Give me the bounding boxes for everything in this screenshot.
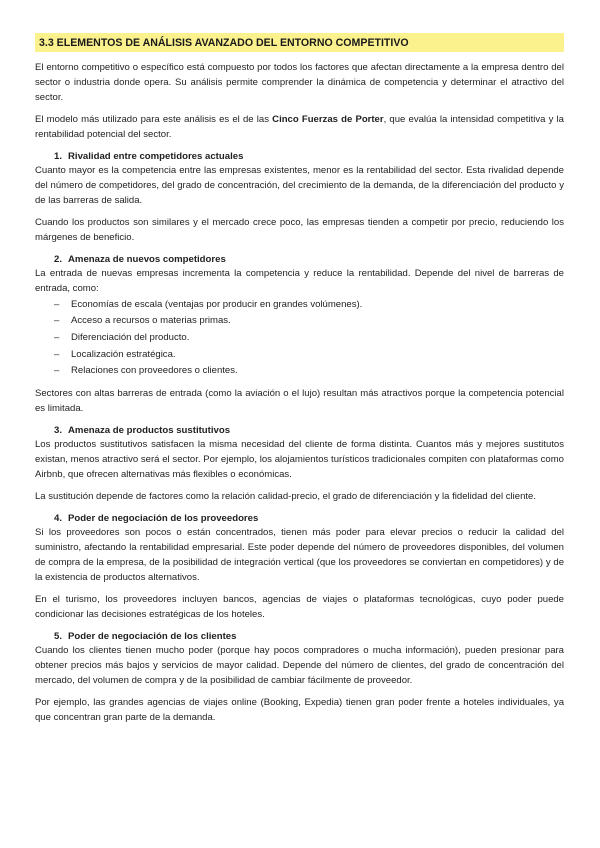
intro-porter-paragraph: El modelo más utilizado para este análisis es el de las Cinco Fuerzas de Porter, que evalúa la intensidad competitiva y la rentabilidad potencial del sector. [35,113,564,140]
intro-paragraph: El entorno competitivo o específico está compuesto por todos los factores que afectan directamente a la empresa dentro del sector o industria donde opera. Su análisis permite comprender la dinámica de competencia y determinar el atractivo del sector. [35,62,564,103]
section-4-paragraph: Si los proveedores son pocos o están concentrados, tienen más poder para elevar precios o reducir la calidad del suministro, afectando la rentabilidad empresarial. Este poder depende del número de proveedores disponibles, del volumen de compra de la empresa, de la posibilidad de integración vertical (que los proveedores se conviertan en competidores) y de la existencia de productos alternativos. [35,527,564,583]
list-item: – Relaciones con proveedores o clientes. [54,365,238,377]
list-item: – Economías de escala (ventajas por producir en grandes volúmenes). [54,298,363,310]
section-heading-2: 2. Amenaza de nuevos competidores [54,253,226,265]
section-title: 3.3 ELEMENTOS DE ANÁLISIS AVANZADO DEL ENTORNO COMPETITIVO [39,37,409,49]
section-5-paragraph: Por ejemplo, las grandes agencias de viajes online (Booking, Expedia) tienen gran poder frente a hoteles individuales, ya que concentran gran parte de la demanda. [35,696,564,723]
section-3-paragraph: Los productos sustitutivos satisfacen la misma necesidad del cliente de forma distinta. Cuantos más y mejores sustitutos existan, menos atractivo será el sector. Por ejemplo, los alojamientos turísticos tradicionales compiten con plataformas como Airbnb, que ofrecen alternativas más flexibles o económicas. [35,439,564,480]
list-item: – Localización estratégica. [54,348,176,360]
section-2-lead: La entrada de nuevas empresas incrementa la competencia y reduce la rentabilidad. Depende del nivel de barreras de entrada, como: [35,268,564,294]
porter-bold: Cinco Fuerzas de Porter [272,113,384,125]
barriers-list [35,297,564,380]
section-heading-1: 1. Rivalidad entre competidores actuales [54,150,244,162]
section-1-paragraph: Cuando los productos son similares y el mercado crece poco, las empresas tienden a competir por precio, reduciendo los márgenes de beneficio. [35,216,564,243]
section-heading-4: 4. Poder de negociación de los proveedores [54,512,259,524]
section-title-highlight [35,33,564,52]
list-item: – Acceso a recursos o materias primas. [54,315,231,327]
list-item: – Diferenciación del producto. [54,332,190,344]
section-heading-3: 3. Amenaza de productos sustitutivos [54,424,231,436]
section-4-paragraph: En el turismo, los proveedores incluyen bancos, agencias de viajes o plataformas tecnológicas, cuyo poder puede condicionar las decisiones estratégicas de los hoteles. [35,593,564,620]
section-2-closing: Sectores con altas barreras de entrada (como la aviación o el lujo) resultan más atractivos porque la competencia potencial es limitada. [35,387,564,414]
section-heading-5: 5. Poder de negociación de los clientes [54,630,237,642]
section-5-paragraph: Cuando los clientes tienen mucho poder (porque hay pocos compradores o mucha información), pueden presionar para obtener precios más bajos y servicios de mayor calidad. Depende del número de clientes, del grado de concentración del mercado, del volumen de compra y de la posibilidad de cambiar fácilmente de proveedor. [35,645,564,687]
section-1-paragraph: Cuanto mayor es la competencia entre las empresas existentes, menor es la rentabilidad del sector. Esta rivalidad depende del número de competidores, del grado de concentración, del crecimiento de la demanda, de la diferenciación del producto y de las barreras de salida. [35,165,564,206]
section-3-paragraph: La sustitución depende de factores como la relación calidad-precio, el grado de diferenciación y la fidelidad del cliente. [35,490,536,502]
